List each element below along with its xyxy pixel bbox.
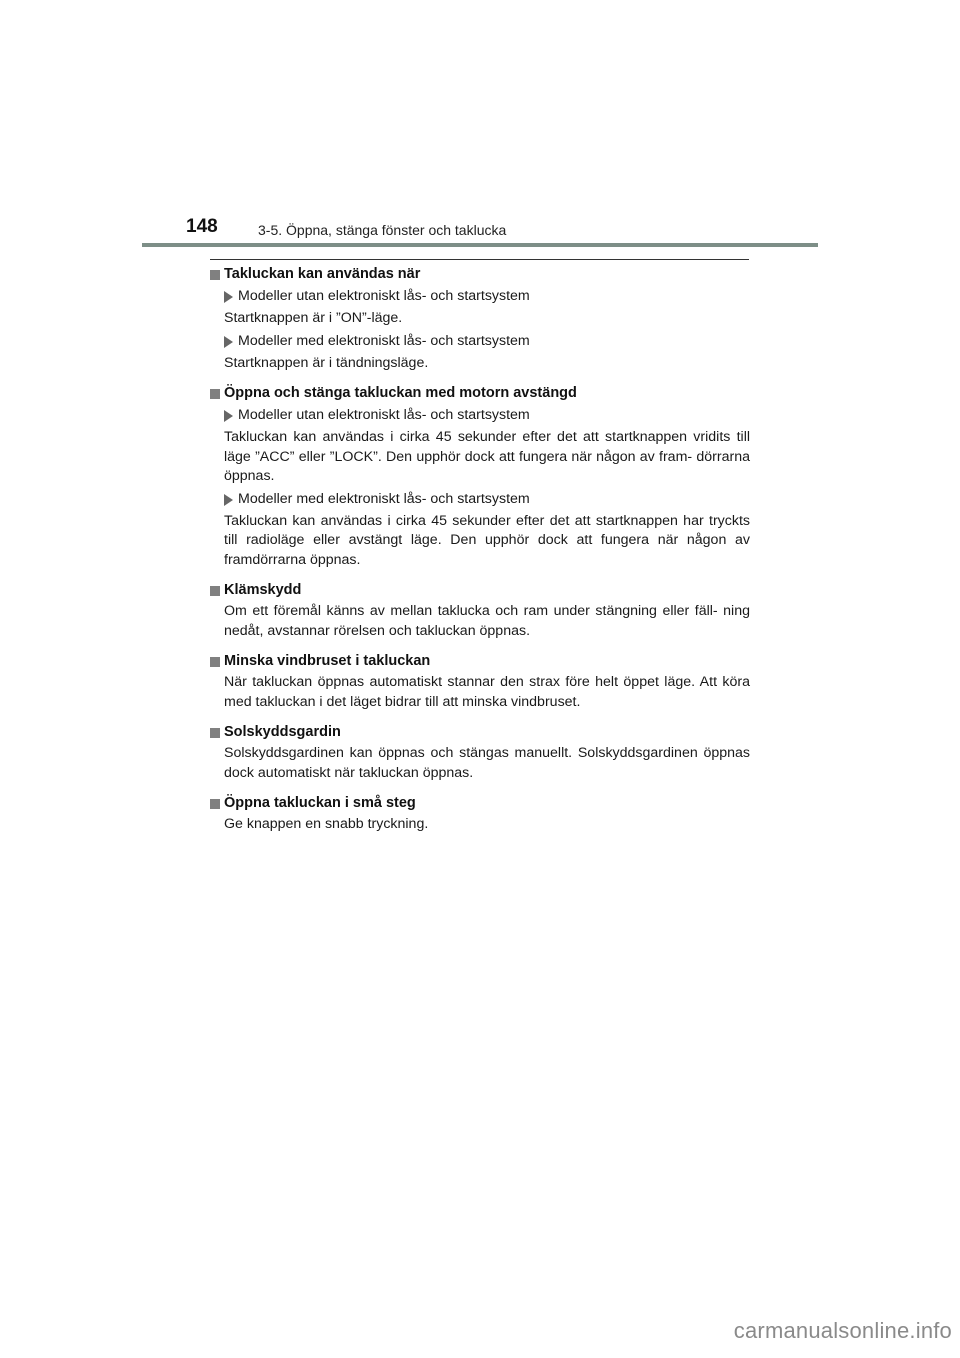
section-heading-text: Solskyddsgardin <box>224 724 341 740</box>
square-bullet-icon <box>210 389 220 399</box>
condition-label <box>210 490 750 509</box>
section <box>210 723 750 791</box>
body-paragraph: När takluckan öppnas automatiskt stannar den strax före helt öppet läge. Att köra med takluckan i det läget bidrar till att minska vindbruset. <box>224 674 750 710</box>
body-paragraph: Om ett föremål känns av mellan taklucka och ram under stängning eller fäll- ning nedåt, avstannar rörelsen och takluckan öppnas. <box>224 603 750 639</box>
watermark-logo: carmanualsonline.info <box>733 1318 952 1343</box>
section-heading <box>210 581 750 600</box>
section-heading-text: Öppna takluckan i små steg <box>224 795 416 811</box>
body-paragraph: Solskyddsgardinen kan öppnas och stängas manuellt. Solskyddsgardinen öppnas dock automatiskt när takluckan öppnas. <box>224 745 750 781</box>
section-heading-text: Minska vindbruset i takluckan <box>224 653 431 669</box>
chapter-title: 3-5. Öppna, stänga fönster och taklucka <box>258 222 507 238</box>
condition-label <box>210 287 750 306</box>
section <box>210 265 750 381</box>
condition-label <box>210 406 750 425</box>
body-paragraph: Startknappen är i ”ON”-läge. <box>224 310 403 326</box>
square-bullet-icon <box>210 799 220 809</box>
condition-text: Modeller utan elektroniskt lås- och startsystem <box>238 407 530 423</box>
content-area <box>210 259 750 843</box>
triangle-right-icon <box>224 291 233 303</box>
section <box>210 581 750 649</box>
section <box>210 794 750 843</box>
section <box>210 652 750 720</box>
section-list <box>210 265 750 843</box>
body-paragraph: Ge knappen en snabb tryckning. <box>224 816 429 832</box>
body-paragraph: Takluckan kan användas i cirka 45 sekunder efter det att startknappen har tryckts till radioläge eller avstängt läge. Den upphör dock att fungera när någon av framdörrarna öppnas. <box>224 512 750 568</box>
section-heading <box>210 723 750 742</box>
square-bullet-icon <box>210 586 220 596</box>
condition-text: Modeller med elektroniskt lås- och startsystem <box>238 332 530 349</box>
body-paragraph: Startknappen är i tändningsläge. <box>224 354 429 371</box>
square-bullet-icon <box>210 270 220 280</box>
section-heading <box>210 265 750 284</box>
condition-text: Modeller utan elektroniskt lås- och startsystem <box>238 288 530 304</box>
section-heading-text: Öppna och stänga takluckan med motorn avstängd <box>224 385 577 401</box>
content-divider <box>210 259 749 260</box>
section-heading <box>210 794 750 813</box>
condition-label <box>210 332 750 351</box>
section-heading <box>210 652 750 671</box>
section-heading-text: Klämskydd <box>224 582 302 598</box>
section <box>210 384 750 578</box>
triangle-right-icon <box>224 494 233 506</box>
triangle-right-icon <box>224 336 233 348</box>
section-heading-text: Takluckan kan användas när <box>224 266 421 282</box>
header-rule <box>142 243 818 247</box>
page-header <box>0 0 960 250</box>
body-paragraph: Takluckan kan användas i cirka 45 sekunder efter det att startknappen vridits till läge ”ACC” eller ”LOCK”. Den upphör dock att fungera när någon av fram- dörrarna öppnas. <box>224 429 750 484</box>
section-heading <box>210 384 750 403</box>
square-bullet-icon <box>210 728 220 738</box>
condition-text: Modeller med elektroniskt lås- och startsystem <box>238 490 530 507</box>
square-bullet-icon <box>210 657 220 667</box>
triangle-right-icon <box>224 410 233 422</box>
page-number: 148 <box>186 216 218 237</box>
